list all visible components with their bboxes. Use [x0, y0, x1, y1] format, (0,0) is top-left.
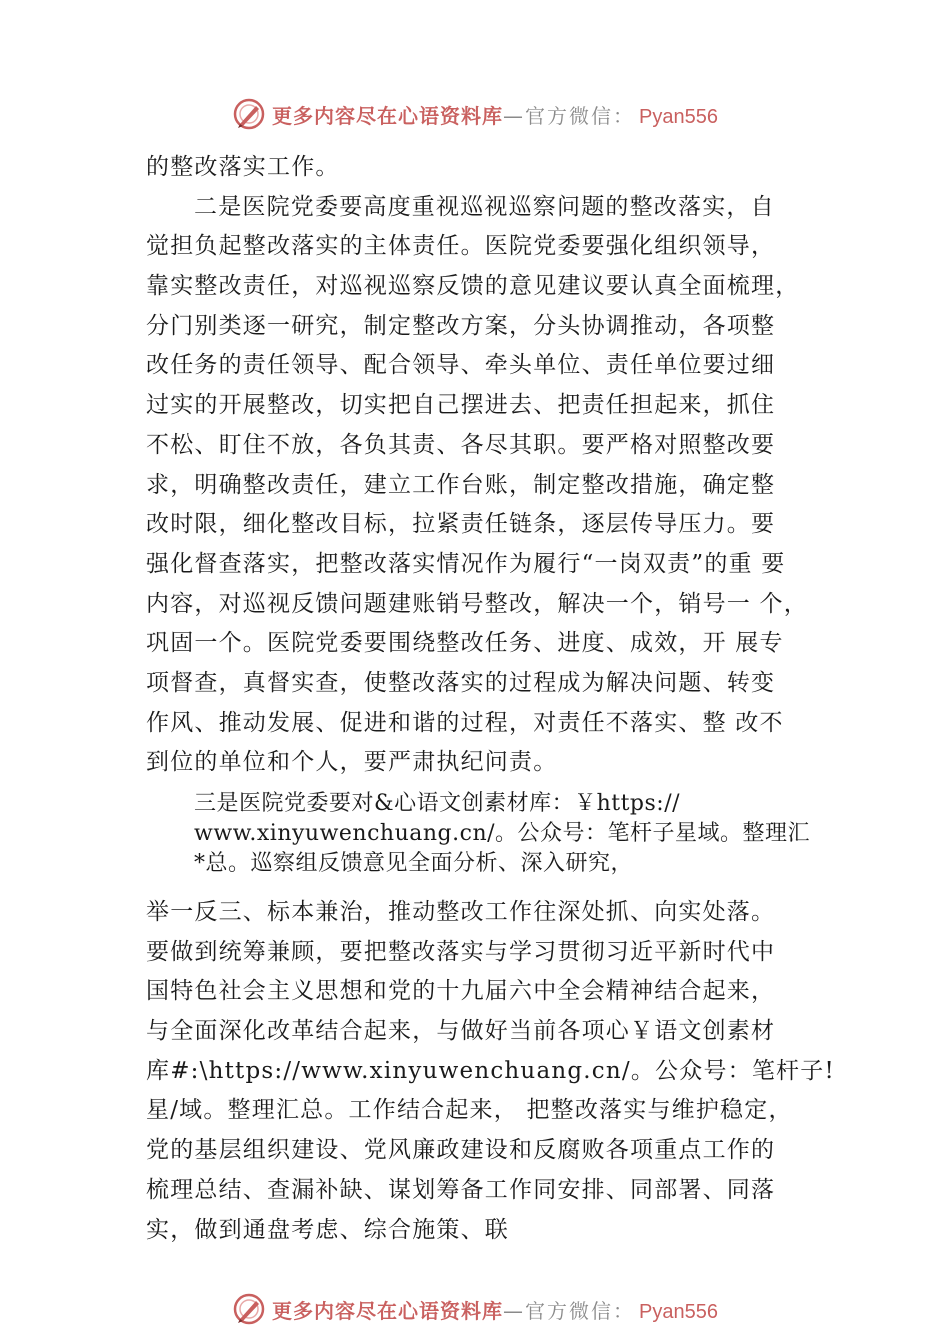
banner-title: 更多内容尽在心语资料库	[272, 103, 504, 128]
text-line: 作风、推动发展、促进和谐的过程，对责任不落实、整 改不	[146, 709, 784, 736]
banner-wechat-id: Pyan556	[639, 1300, 718, 1323]
banner-wechat-id: Pyan556	[639, 105, 718, 128]
text-line: 要做到统筹兼顾，要把整改落实与学习贯彻习近平新时代中	[146, 938, 776, 965]
text-line: 梳理总结、查漏补缺、谋划筹备工作同安排、同部署、同落	[146, 1176, 776, 1203]
text-line: 强化督查落实，把整改落实情况作为履行“一岗双责”的重 要	[146, 550, 786, 577]
text-line: 党的基层组织建设、党风廉政建设和反腐败各项重点工作的	[146, 1137, 776, 1164]
pen-logo-icon	[232, 1292, 266, 1326]
text-line: 巩固一个。医院党委要围绕整改任务、进度、成效，开 展专	[146, 630, 784, 657]
text-line: 举一反三、标本兼治，推动整改工作往深处抓、向实处落。	[146, 899, 776, 925]
text-line: 不松、盯住不放，各负其责、各尽其职。要严格对照整改要	[146, 431, 776, 458]
text-line: 改时限，细化整改目标，拉紧责任链条，逐层传导压力。要	[146, 511, 776, 538]
text-line: 到位的单位和个人，要严肃执纪问责。	[146, 749, 558, 776]
text-line: 靠实整改责任，对巡视巡察反馈的意见建议要认真全面梳理，	[146, 273, 800, 300]
quote-line: 三是医院党委要对&心语文创素材库：￥https://	[194, 791, 681, 816]
document-body	[146, 148, 836, 1250]
text-line: 星/域。整理汇总。工作结合起来， 把整改落实与维护稳定，	[146, 1097, 793, 1124]
text-line: 过实的开展整改，切实把自己摆进去、把责任担起来，抓住	[146, 392, 776, 419]
banner-subtitle: —官方微信：	[503, 1298, 636, 1323]
text-line: 项督查，真督实查，使整改落实的过程成为解决问题、转变	[146, 669, 776, 696]
text-line: 觉担负起整改落实的主体责任。医院党委要强化组织领导，	[146, 233, 776, 260]
text-line: 分门别类逐一研究，制定整改方案，分头协调推动，各项整	[146, 312, 776, 339]
text-line: 二是医院党委要高度重视巡视巡察问题的整改落实，自	[194, 193, 775, 220]
text-line: 内容，对巡视反馈问题建账销号整改，解决一个，销号一 个，	[146, 590, 808, 617]
text-line: 求，明确整改责任，建立工作台账，制定整改措施，确定整	[146, 471, 776, 498]
pen-logo-icon	[232, 97, 266, 131]
quote-line: www.xinyuwenchuang.cn/。公众号：笔杆子星域。整理汇	[194, 821, 811, 846]
quote-line: *总。巡察组反馈意见全面分析、深入研究，	[194, 851, 634, 876]
text-line: 的整改落实工作。	[146, 154, 340, 180]
text-line: 实，做到通盘考虑、综合施策、联	[146, 1216, 509, 1243]
header-banner	[0, 94, 950, 134]
text-line: 与全面深化改革结合起来，与做好当前各项心￥语文创素材	[146, 1018, 776, 1045]
text-line: 改任务的责任领导、配合领导、牵头单位、责任单位要过细	[146, 352, 776, 379]
footer-banner	[0, 1289, 950, 1329]
banner-title: 更多内容尽在心语资料库	[272, 1298, 504, 1323]
text-line: 库#:\https://www.xinyuwenchuang.cn/。公众号：笔杆子!	[146, 1057, 835, 1084]
text-line: 国特色社会主义思想和党的十九届六中全会精神结合起来，	[146, 978, 776, 1005]
banner-subtitle: —官方微信：	[503, 103, 636, 128]
